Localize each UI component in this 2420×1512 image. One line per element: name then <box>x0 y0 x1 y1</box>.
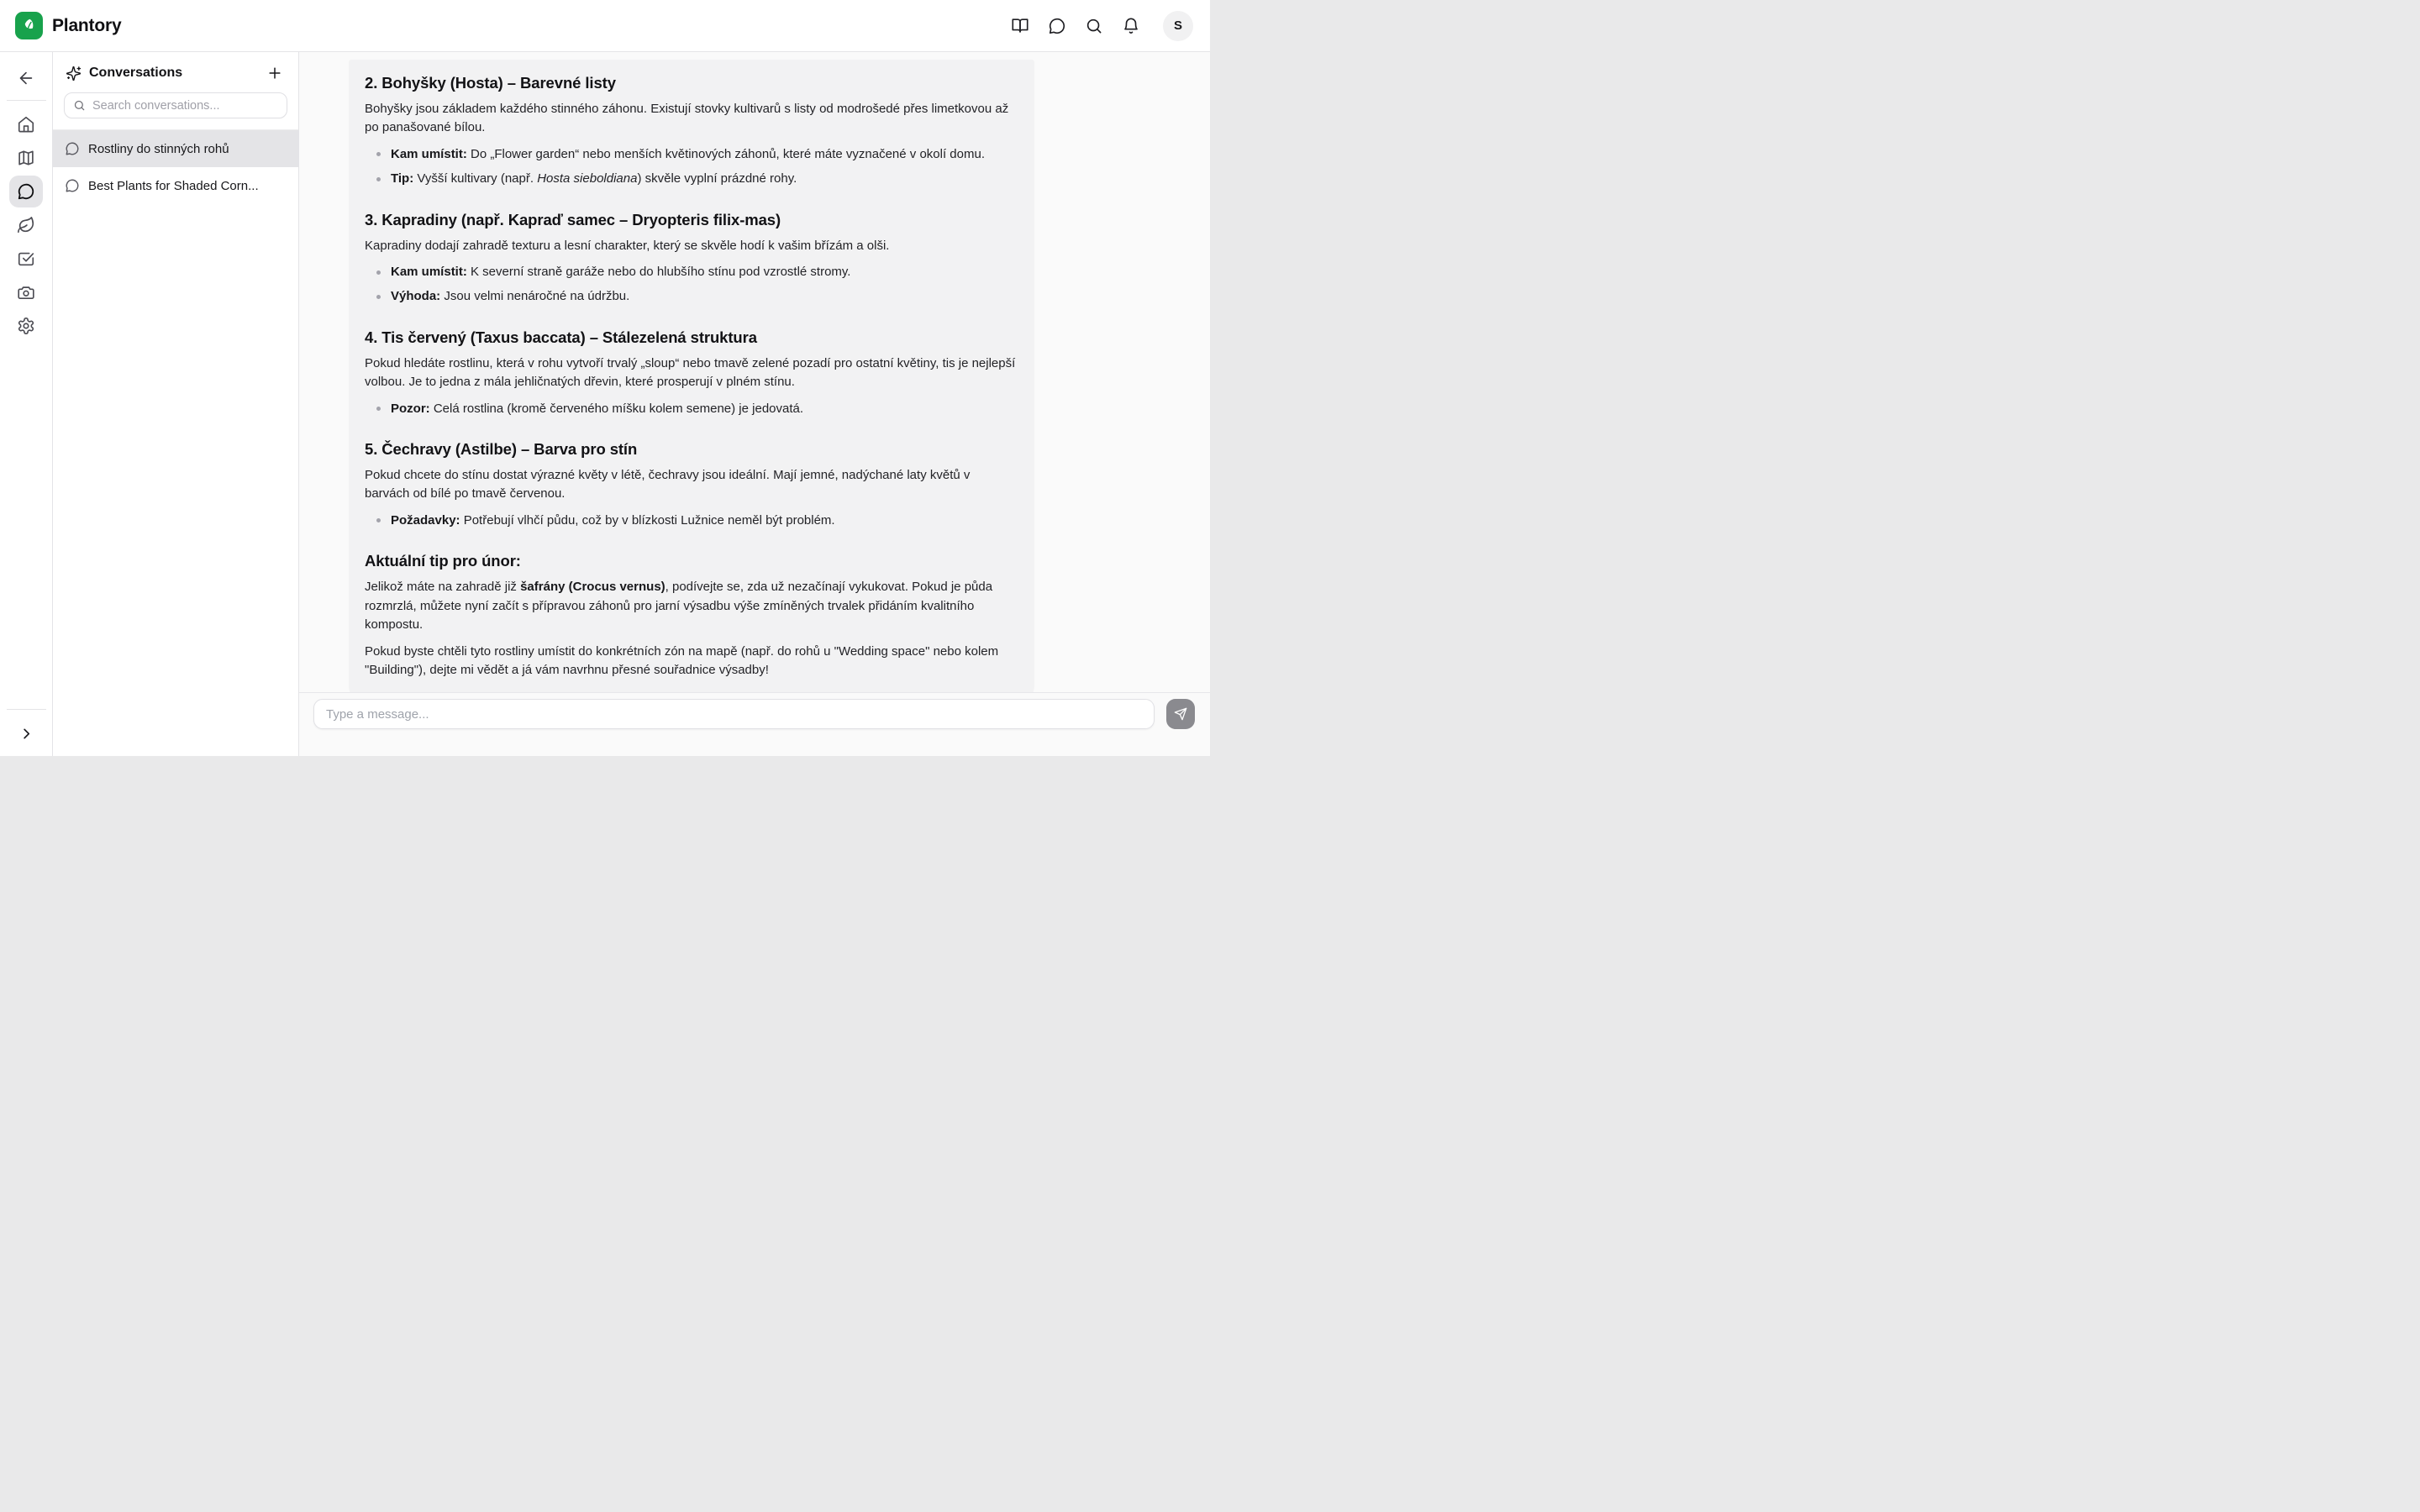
expand-sidebar-button[interactable] <box>9 717 43 749</box>
chat-bubble-icon <box>65 178 80 193</box>
message-bullet-list <box>365 400 1018 418</box>
avatar[interactable]: S <box>1163 11 1193 41</box>
conversation-label: Rostliny do stinných rohů <box>88 141 229 156</box>
rail-item-tasks[interactable] <box>9 243 43 275</box>
conversation-item[interactable] <box>53 130 298 167</box>
book-open-icon <box>1011 17 1029 35</box>
conversation-label: Best Plants for Shaded Corn... <box>88 178 259 193</box>
message-paragraph: Pokud chcete do stínu dostat výrazné květy v létě, čechravy jsou ideální. Mají jemné, nadýchané laty květů v barvách od bílé po tmavě červenou. <box>365 468 971 501</box>
message-section-heading: 5. Čechravy (Astilbe) – Barva pro stín <box>365 440 638 459</box>
rail-item-settings[interactable] <box>9 310 43 342</box>
message-bullet-list <box>365 263 1018 307</box>
message-input-bar <box>299 692 1210 756</box>
nav-rail <box>0 52 53 756</box>
search-button[interactable] <box>1085 17 1103 35</box>
bell-icon <box>1122 17 1140 35</box>
message-paragraph: Jelikož máte na zahradě již šafrány (Crocus vernus), podívejte se, zda už nezačínají vykukovat. Pokud je půda rozmrzlá, můžete nyní začít s přípravou záhonů pro jarní výsadbu výše zmíněných trvalek přidáním kvalitního kompostu. <box>365 580 993 633</box>
chat-bubble-icon <box>17 182 35 201</box>
rail-item-plants[interactable] <box>9 209 43 241</box>
assistant-message-bubble <box>349 60 1034 692</box>
message-bullet: Kam umístit: Do „Flower garden“ nebo menších květinových záhonů, které máte vyznačené v okolí domu. <box>391 145 1018 164</box>
search-icon <box>73 99 86 112</box>
app-window <box>0 0 1210 756</box>
conversation-list <box>53 130 298 756</box>
message-bullet: Požadavky: Potřebují vlhčí půdu, což by v blízkosti Lužnice neměl být problém. <box>391 512 1018 530</box>
message-paragraph: Bohyšky jsou základem každého stinného záhonu. Existují stovky kultivarů s listy od modrošedé přes limetkovou až po panašované bílou. <box>365 102 1009 135</box>
message-paragraph: Kapradiny dodají zahradě texturu a lesní charakter, který se skvěle hodí k vašim břízám a olši. <box>365 238 890 253</box>
notifications-button[interactable] <box>1122 17 1140 35</box>
message-section-heading: 2. Bohyšky (Hosta) – Barevné listy <box>365 74 616 92</box>
search-wrap <box>53 92 298 129</box>
rail-divider <box>7 709 46 710</box>
home-icon <box>17 115 35 134</box>
map-icon <box>17 149 35 167</box>
message-section-heading: 4. Tis červený (Taxus baccata) – Stálezelená struktura <box>365 328 757 346</box>
brand <box>15 12 121 39</box>
message-section-heading: 3. Kapradiny (např. Kapraď samec – Dryopteris filix-mas) <box>365 210 781 228</box>
plus-icon <box>266 65 283 81</box>
message-bullet: Kam umístit: K severní straně garáže nebo do hlubšího stínu pod vzrostlé stromy. <box>391 263 1018 281</box>
app-logo-icon[interactable] <box>15 12 43 39</box>
app-title: Plantory <box>52 15 122 35</box>
app-header <box>0 0 1210 52</box>
message-scroll-area[interactable] <box>299 52 1210 692</box>
conversation-item[interactable] <box>53 167 298 204</box>
search-icon <box>1085 17 1103 35</box>
rail-item-conversations[interactable] <box>9 176 43 207</box>
send-button[interactable] <box>1166 699 1195 729</box>
message-bullet-list <box>365 145 1018 189</box>
message-bullet: Pozor: Celá rostlina (kromě červeného míšku kolem semene) je jedovatá. <box>391 400 1018 418</box>
library-button[interactable] <box>1011 17 1029 35</box>
sidebar-title: Conversations <box>89 66 183 80</box>
leaf-icon <box>17 216 35 234</box>
header-actions <box>1011 11 1193 41</box>
rail-divider <box>7 100 46 101</box>
message-bullet: Tip: Vyšší kultivary (např. Hosta sieboldiana) skvěle vyplní prázdné rohy. <box>391 170 1018 188</box>
sparkles-icon <box>66 66 82 81</box>
message-paragraph: Pokud byste chtěli tyto rostliny umístit do konkrétních zón na mapě (např. do rohů u "Wedding space" nebo kolem "Building"), dejte mi vědět a já vám navrhnu přesné souřadnice výsadby! <box>365 643 999 677</box>
chat-bubble-icon <box>65 141 80 156</box>
chat-area <box>299 52 1210 756</box>
conversations-sidebar <box>53 52 299 756</box>
message-section-heading: Aktuální tip pro únor: <box>365 552 521 570</box>
back-button[interactable] <box>9 63 43 93</box>
conversation-search-input[interactable] <box>92 99 278 113</box>
new-conversation-button[interactable] <box>265 63 285 83</box>
rail-item-photos[interactable] <box>9 276 43 308</box>
message-paragraph: Pokud hledáte rostlinu, která v rohu vytvoří trvalý „sloup“ nebo tmavě zelené pozadí pro ostatní květiny, tis je nejlepší volbou. Je to jedna z mála jehličnatých dřevin, které prosperují v plném stínu. <box>365 355 1016 390</box>
body-row <box>0 52 1210 756</box>
conversation-search <box>64 92 287 118</box>
camera-icon <box>17 283 35 302</box>
message-bullet-list <box>365 512 1018 530</box>
check-square-icon <box>17 249 35 268</box>
arrow-left-icon <box>17 69 35 87</box>
rail-item-home[interactable] <box>9 108 43 140</box>
conversations-button[interactable] <box>1048 17 1066 35</box>
chevron-right-icon <box>18 726 34 742</box>
message-bullet: Výhoda: Jsou velmi nenáročné na údržbu. <box>391 287 1018 306</box>
send-icon <box>1174 707 1187 721</box>
gear-icon <box>17 317 35 335</box>
sidebar-header <box>53 54 298 92</box>
chat-bubble-icon <box>1048 17 1066 35</box>
message-input[interactable] <box>313 699 1155 729</box>
rail-item-map[interactable] <box>9 142 43 174</box>
